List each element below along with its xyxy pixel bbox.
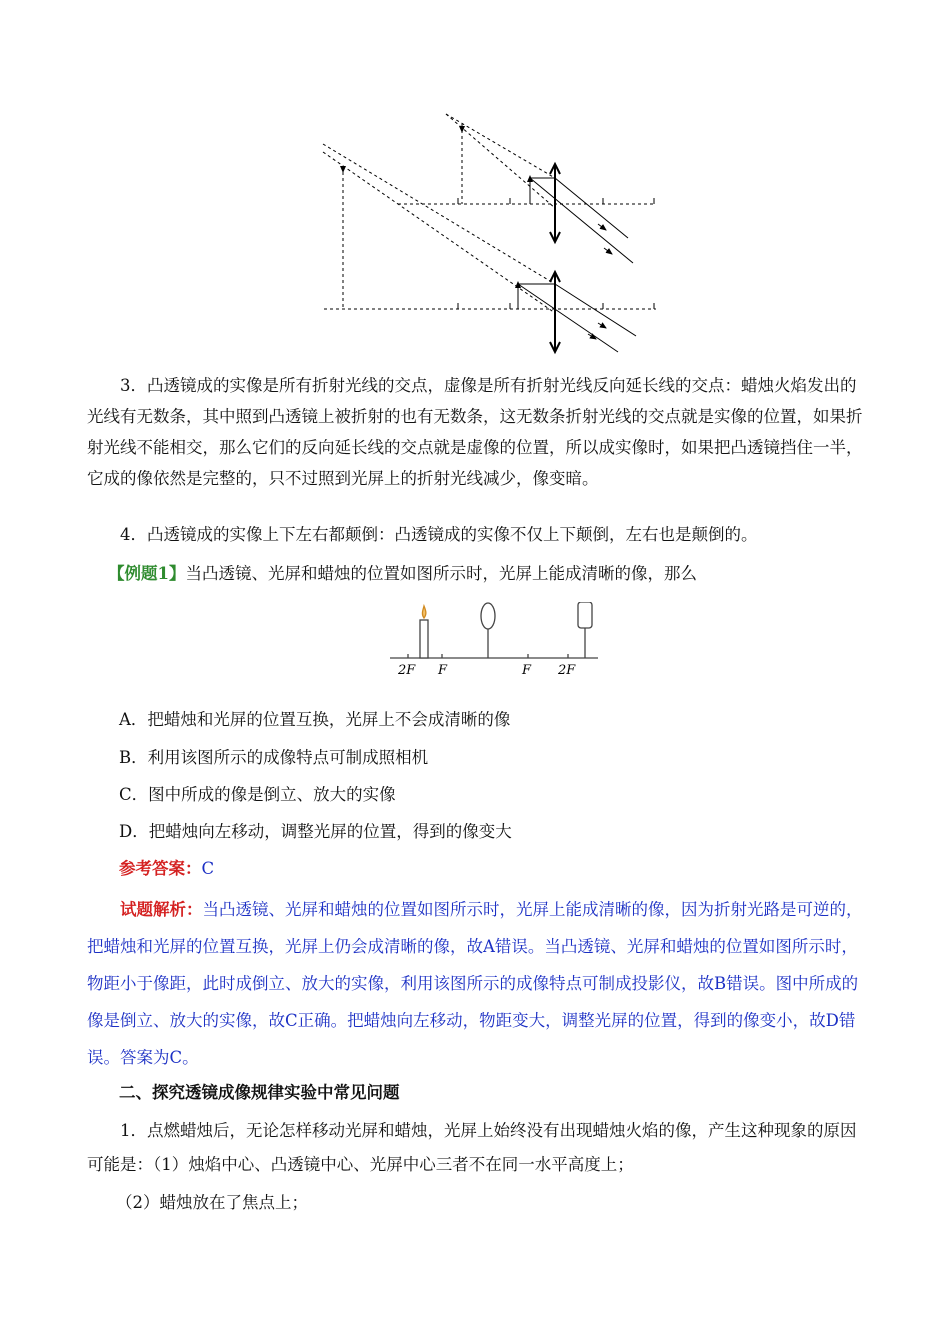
- reference-answer: [119, 853, 214, 884]
- tick-label-f-left: F: [438, 663, 448, 678]
- section-2-item-1b: （2）蜡烛放在了焦点上；: [116, 1193, 308, 1212]
- option-d: D．把蜡烛向左移动，调整光屏的位置，得到的像变大: [119, 822, 512, 841]
- analysis-label: 试题解析：: [120, 900, 203, 919]
- tick-label-2f-right: 2F: [558, 663, 576, 678]
- point-4-paragraph: 4．凸透镜成的实像上下左右都颠倒：凸透镜成的实像不仅上下颠倒，左右也是颠倒的。: [120, 525, 758, 544]
- analysis-paragraph: [87, 891, 863, 1076]
- option-a: A．把蜡烛和光屏的位置互换，光屏上不会成清晰的像: [119, 710, 511, 729]
- light-screen: [578, 602, 592, 628]
- option-b: B．利用该图所示的成像特点可制成照相机: [119, 748, 429, 767]
- convex-lens: [481, 603, 495, 629]
- answer-value: C: [201, 859, 215, 878]
- tick-label-f-right: F: [522, 663, 532, 678]
- point-3-paragraph: 3．凸透镜成的实像是所有折射光线的交点，虚像是所有折射光线反向延长线的交点：蜡烛火焰发出的光线有无数条，其中照到凸透镜上被折射的也有无数条，这无数条折射光线的交点就是实像的位置，如果折射光线不能相交，那么它们的反向延长线的交点就是虚像的位置，所以成实像时，如果把凸透镜挡住一半，它成的像依然是完整的，只不过照到光屏上的折射光线减少，像变暗。: [87, 376, 863, 488]
- example-question: 当凸透镜、光屏和蜡烛的位置如图所示时，光屏上能成清晰的像，那么: [185, 564, 697, 583]
- example-1-stem: [108, 558, 697, 589]
- answer-label: 参考答案：: [119, 859, 202, 878]
- lens-setup-figure: [388, 602, 602, 682]
- lower-ray-diagram: [323, 144, 656, 352]
- example-label: 【例题1】: [108, 564, 186, 583]
- virtual-image-ray-diagram: [318, 108, 662, 356]
- option-c: C．图中所成的像是倒立、放大的实像: [119, 785, 396, 804]
- candle-flame: [422, 606, 425, 618]
- analysis-text: 当凸透镜、光屏和蜡烛的位置如图所示时，光屏上能成清晰的像，因为折射光路是可逆的，把蜡烛和光屏的位置互换，光屏上仍会成清晰的像，故A错误。当凸透镜、光屏和蜡烛的位置如图所示时，物距小于像距，此时成倒立、放大的实像，利用该图所示的成像特点可制成投影仪，故B错误。图中所成的像是倒立、放大的实像，故C正确。把蜡烛向左移动，物距变大，调整光屏的位置，得到的像变小，故D错误。答案为C。: [87, 900, 863, 1067]
- section-2-item-1: 1．点燃蜡烛后，无论怎样移动光屏和蜡烛，光屏上始终没有出现蜡烛火焰的像，产生这种现象的原因可能是：（1）烛焰中心、凸透镜中心、光屏中心三者不在同一水平高度上；: [87, 1121, 857, 1174]
- tick-label-2f-left: 2F: [398, 663, 416, 678]
- section-2-heading: 二、探究透镜成像规律实验中常见问题: [119, 1083, 400, 1102]
- candle: [420, 620, 428, 658]
- upper-ray-diagram: [398, 114, 656, 263]
